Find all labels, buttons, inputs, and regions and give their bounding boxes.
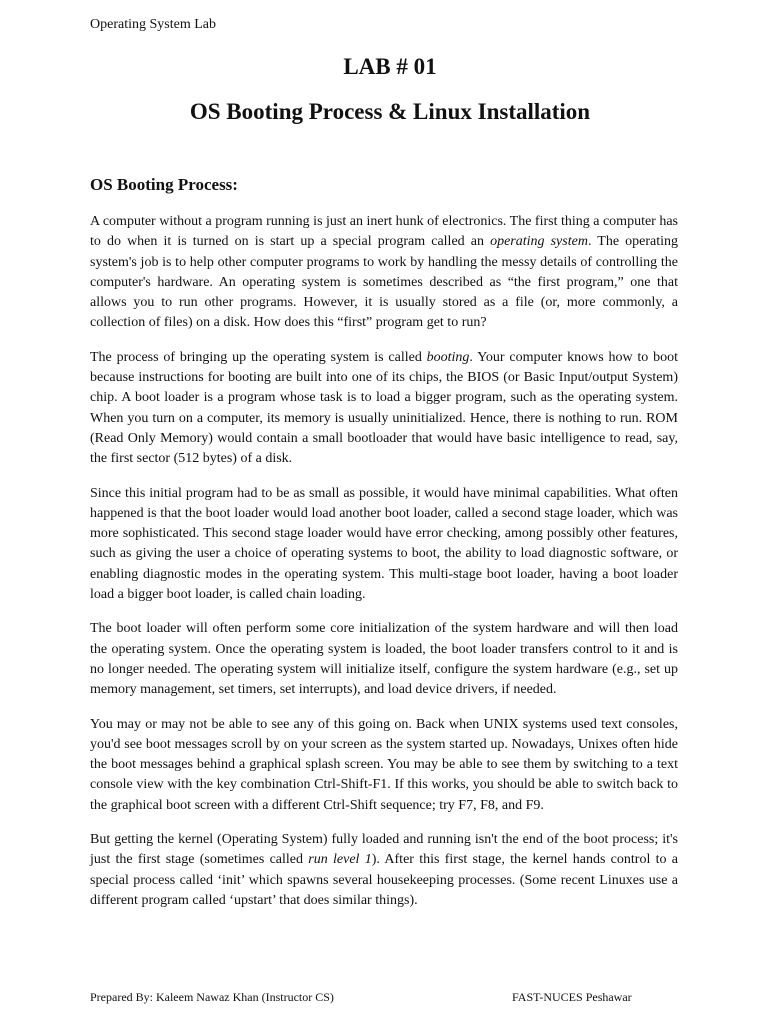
paragraph-4 [90, 619, 678, 700]
text-run: You may or may not be able to see any of this going on. Back when UNIX systems used text consoles, you'd see boot messages scroll by on your screen as the system started up. Nowadays, Unixes often hide the boot messages behind a graphical splash screen. You may be able to see them by switching to a text console view with the key combination Ctrl-Shift-F1. If this works, you should be able to switch back to the graphical boot screen with a different Ctrl-Shift sequence; try F7, F8, and F9. [90, 716, 678, 813]
text-run: . The operating system's job is to help other computer programs to work by handling the messy details of controlling the computer's hardware. An operating system is sometimes described as “the first program,” one that allows you to run other programs. However, it is usually stored as a file (or, more commonly, a collection of files) on a disk. How does this “first” program get to run? [90, 234, 679, 331]
running-header: Operating System Lab [90, 17, 216, 32]
italic-term: booting [426, 349, 470, 365]
paragraph-1 [90, 212, 678, 334]
text-run: . Your computer knows how to boot because instructions for booting are built into one of its chips, the BIOS (or Basic Input/output System) chip. A boot loader is a program whose task is to load a bigger program, such as the operating system. When you turn on a computer, its memory is usually uninitialized. Hence, there is nothing to run. ROM (Read Only Memory) would contain a small bootloader that would have basic intelligence to read, say, the first sector (512 bytes) of a disk. [90, 349, 678, 467]
paragraph-3 [90, 484, 678, 606]
italic-term: operating system [490, 234, 588, 250]
lab-number-heading: LAB # 01 [343, 54, 437, 79]
italic-term: run level 1 [308, 852, 372, 868]
paragraph-2 [90, 348, 678, 470]
text-run: Since this initial program had to be as small as possible, it would have minimal capabilities. What often happened is that the boot loader would load another boot loader, called a second stage loader, which was more sophisticated. This second stage loader would have error checking, among possibly other features, such as giving the user a choice of operating systems to boot, the ability to load diagnostic software, or enabling diagnostic modes in the operating system. This multi-stage boot loader, having a boot loader load a bigger boot loader, is called chain loading. [90, 485, 678, 603]
text-run: But getting the kernel (Operating System) fully loaded and running isn't the end of the boot process; it's just the first stage (sometimes called [90, 832, 678, 868]
paragraph-5 [90, 715, 678, 816]
footer-author: Prepared By: Kaleem Nawaz Khan (Instructor CS) [90, 990, 334, 1004]
text-run: A computer without a program running is just an inert hunk of electronics. The first thing a computer has to do when it is turned on is start up a special program called an [90, 214, 678, 250]
text-run: The process of bringing up the operating system is called [90, 349, 427, 365]
footer-institution: FAST-NUCES Peshawar [512, 990, 632, 1004]
body-text [90, 212, 678, 925]
text-run: ). After this first stage, the kernel hands control to a special process called ‘init’ which spawns several housekeeping processes. (Some recent Linuxes use a different program called ‘upstart’ that does similar things). [90, 852, 678, 908]
text-run: The boot loader will often perform some core initialization of the system hardware and will then load the operating system. Once the operating system is loaded, the boot loader transfers control to it and is no longer needed. The operating system will initialize itself, configure the system hardware (e.g., set up memory management, set timers, set interrupts), and load device drivers, if needed. [90, 621, 678, 698]
document-title: OS Booting Process & Linux Installation [189, 99, 591, 124]
section-heading: OS Booting Process: [90, 175, 238, 194]
paragraph-6 [90, 830, 678, 911]
